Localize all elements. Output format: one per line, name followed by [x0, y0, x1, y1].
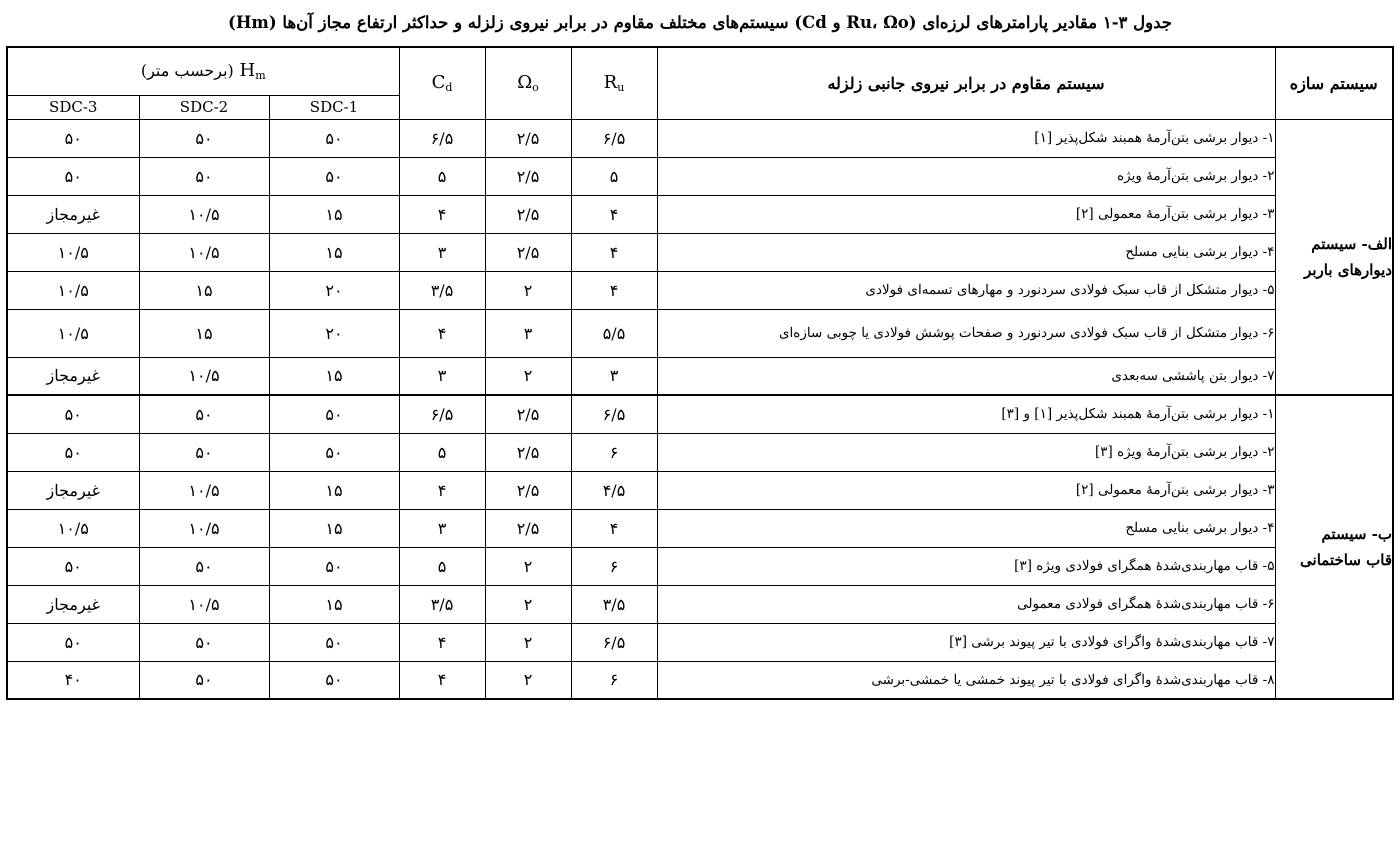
sdc2-height: ۵۰ — [139, 547, 269, 585]
omega-value: ۲ — [485, 547, 571, 585]
sdc3-height: ۴۰ — [7, 661, 139, 699]
system-description: ۵- دیوار متشکل از قاب سبک فولادی سردنورد و مهارهای تسمه‌ای فولادی — [657, 271, 1275, 309]
table-caption: جدول ۳-۱ مقادیر پارامترهای لرزه‌ای (Ru، Ωo و Cd) سیستم‌های مختلف مقاوم در برابر نیروی زلزله و حداکثر ارتفاع مجاز آن‌ها (Hm) — [228, 13, 1172, 32]
category-line1: ب- سیستم — [1321, 525, 1392, 543]
sdc1-height: ۱۵ — [269, 195, 399, 233]
system-description: ۶- دیوار متشکل از قاب سبک فولادی سردنورد و صفحات پوشش فولادی یا چوبی سازه‌ای — [657, 309, 1275, 357]
table-row — [7, 547, 1393, 585]
cd-value: ۳/۵ — [399, 585, 485, 623]
ru-value: ۵/۵ — [571, 309, 657, 357]
ru-value: ۴ — [571, 271, 657, 309]
sdc3-height: ۵۰ — [7, 157, 139, 195]
header-omega: $\Omega_o$ — [485, 47, 571, 119]
system-description: ۷- قاب مهاربندی‌شدهٔ واگرای فولادی با تیر پیوند برشی [۳] — [657, 623, 1275, 661]
cd-value: ۳/۵ — [399, 271, 485, 309]
table-row — [7, 233, 1393, 271]
cd-value: ۴ — [399, 195, 485, 233]
table-row — [7, 433, 1393, 471]
sdc2-height: ۱۰/۵ — [139, 509, 269, 547]
sdc3-height: غیرمجاز — [7, 195, 139, 233]
cd-value: ۳ — [399, 233, 485, 271]
system-description: ۶- قاب مهاربندی‌شدهٔ همگرای فولادی معمولی — [657, 585, 1275, 623]
sdc1-height: ۵۰ — [269, 623, 399, 661]
seismic-parameters-table — [6, 46, 1394, 700]
system-description: ۱- دیوار برشی بتن‌آرمهٔ همبند شکل‌پذیر [۱] و [۳] — [657, 395, 1275, 433]
structure-system-category — [1275, 395, 1393, 699]
ru-value: ۶/۵ — [571, 623, 657, 661]
sdc2-height: ۱۰/۵ — [139, 471, 269, 509]
sdc2-height: ۵۰ — [139, 661, 269, 699]
sdc1-height: ۵۰ — [269, 547, 399, 585]
system-description: ۸- قاب مهاربندی‌شدهٔ واگرای فولادی با تیر پیوند خمشی یا خمشی-برشی — [657, 661, 1275, 699]
cd-value: ۴ — [399, 309, 485, 357]
sdc3-height: ۵۰ — [7, 433, 139, 471]
sdc1-height: ۵۰ — [269, 395, 399, 433]
cd-value: ۴ — [399, 661, 485, 699]
sdc1-height: ۱۵ — [269, 233, 399, 271]
ru-value: ۵ — [571, 157, 657, 195]
category-line2: قاب ساختمانی — [1300, 551, 1392, 569]
table-row — [7, 195, 1393, 233]
system-description: ۲- دیوار برشی بتن‌آرمهٔ ویژه — [657, 157, 1275, 195]
sdc1-height: ۲۰ — [269, 309, 399, 357]
table-row — [7, 157, 1393, 195]
ru-value: ۴ — [571, 509, 657, 547]
sdc2-height: ۵۰ — [139, 623, 269, 661]
sdc2-height: ۵۰ — [139, 433, 269, 471]
omega-value: ۲/۵ — [485, 119, 571, 157]
sdc3-height: ۱۰/۵ — [7, 233, 139, 271]
omega-value: ۲/۵ — [485, 157, 571, 195]
table-row — [7, 357, 1393, 395]
header-cd: $C_d$ — [399, 47, 485, 119]
ru-value: ۶/۵ — [571, 119, 657, 157]
system-description: ۴- دیوار برشی بنایی مسلح — [657, 509, 1275, 547]
sdc1-height: ۵۰ — [269, 119, 399, 157]
system-description: ۵- قاب مهاربندی‌شدهٔ همگرای فولادی ویژه [۳] — [657, 547, 1275, 585]
table-row — [7, 271, 1393, 309]
omega-value: ۲ — [485, 357, 571, 395]
omega-value: ۲ — [485, 661, 571, 699]
omega-value: ۲/۵ — [485, 195, 571, 233]
omega-value: ۲/۵ — [485, 395, 571, 433]
header-structure-system: سیستم سازه — [1275, 47, 1393, 119]
ru-value: ۴ — [571, 195, 657, 233]
system-description: ۱- دیوار برشی بتن‌آرمهٔ همبند شکل‌پذیر [۱] — [657, 119, 1275, 157]
sdc1-height: ۵۰ — [269, 433, 399, 471]
sdc3-height: ۵۰ — [7, 395, 139, 433]
sdc1-height: ۱۵ — [269, 357, 399, 395]
header-resisting-system: سیستم مقاوم در برابر نیروی جانبی زلزله — [657, 47, 1275, 119]
omega-value: ۲/۵ — [485, 509, 571, 547]
omega-value: ۲ — [485, 271, 571, 309]
sdc1-height: ۱۵ — [269, 471, 399, 509]
table-row — [7, 395, 1393, 433]
sdc2-height: ۱۵ — [139, 309, 269, 357]
category-line2: دیوارهای باربر — [1304, 260, 1392, 279]
ru-value: ۶ — [571, 661, 657, 699]
header-sdc3: SDC-3 — [7, 95, 139, 119]
cd-value: ۳ — [399, 509, 485, 547]
category-line1: الف- سیستم — [1311, 234, 1392, 253]
system-description: ۳- دیوار برشی بتن‌آرمهٔ معمولی [۲] — [657, 471, 1275, 509]
sdc3-height: ۱۰/۵ — [7, 309, 139, 357]
sdc1-height: ۵۰ — [269, 661, 399, 699]
omega-value: ۳ — [485, 309, 571, 357]
sdc2-height: ۵۰ — [139, 119, 269, 157]
cd-value: ۶/۵ — [399, 395, 485, 433]
sdc3-height: غیرمجاز — [7, 357, 139, 395]
sdc2-height: ۱۵ — [139, 271, 269, 309]
table-row — [7, 309, 1393, 357]
sdc3-height: ۱۰/۵ — [7, 271, 139, 309]
sdc2-height: ۱۰/۵ — [139, 195, 269, 233]
table-row — [7, 623, 1393, 661]
sdc2-height: ۱۰/۵ — [139, 357, 269, 395]
system-description: ۲- دیوار برشی بتن‌آرمهٔ ویژه [۳] — [657, 433, 1275, 471]
omega-value: ۲ — [485, 585, 571, 623]
sdc1-height: ۱۵ — [269, 509, 399, 547]
sdc1-height: ۱۵ — [269, 585, 399, 623]
ru-value: ۴ — [571, 233, 657, 271]
omega-value: ۲/۵ — [485, 433, 571, 471]
table-row — [7, 661, 1393, 699]
sdc2-height: ۱۰/۵ — [139, 233, 269, 271]
header-ru: $R_u$ — [571, 47, 657, 119]
table-row — [7, 509, 1393, 547]
sdc3-height: ۱۰/۵ — [7, 509, 139, 547]
ru-value: ۶/۵ — [571, 395, 657, 433]
cd-value: ۴ — [399, 623, 485, 661]
ru-value: ۳ — [571, 357, 657, 395]
ru-value: ۶ — [571, 433, 657, 471]
cd-value: ۵ — [399, 433, 485, 471]
sdc2-height: ۱۰/۵ — [139, 585, 269, 623]
ru-value: ۳/۵ — [571, 585, 657, 623]
system-description: ۴- دیوار برشی بنایی مسلح — [657, 233, 1275, 271]
header-sdc1: SDC-1 — [269, 95, 399, 119]
cd-value: ۴ — [399, 471, 485, 509]
sdc3-height: ۵۰ — [7, 623, 139, 661]
cd-value: ۵ — [399, 547, 485, 585]
table-row — [7, 471, 1393, 509]
cd-value: ۳ — [399, 357, 485, 395]
structure-system-category — [1275, 119, 1393, 395]
sdc3-height: ۵۰ — [7, 547, 139, 585]
table-body — [7, 119, 1393, 699]
sdc1-height: ۵۰ — [269, 157, 399, 195]
header-hm: $H_m$ (برحسب متر) — [7, 47, 399, 95]
omega-value: ۲/۵ — [485, 471, 571, 509]
omega-value: ۲/۵ — [485, 233, 571, 271]
cd-value: ۵ — [399, 157, 485, 195]
sdc2-height: ۵۰ — [139, 395, 269, 433]
ru-value: ۴/۵ — [571, 471, 657, 509]
system-description: ۷- دیوار بتن پاششی سه‌بعدی — [657, 357, 1275, 395]
cd-value: ۶/۵ — [399, 119, 485, 157]
sdc3-height: غیرمجاز — [7, 471, 139, 509]
omega-value: ۲ — [485, 623, 571, 661]
sdc1-height: ۲۰ — [269, 271, 399, 309]
table-row — [7, 585, 1393, 623]
system-description: ۳- دیوار برشی بتن‌آرمهٔ معمولی [۲] — [657, 195, 1275, 233]
sdc3-height: غیرمجاز — [7, 585, 139, 623]
sdc2-height: ۵۰ — [139, 157, 269, 195]
sdc3-height: ۵۰ — [7, 119, 139, 157]
header-row-top — [7, 47, 1393, 95]
table-row — [7, 119, 1393, 157]
header-sdc2: SDC-2 — [139, 95, 269, 119]
ru-value: ۶ — [571, 547, 657, 585]
